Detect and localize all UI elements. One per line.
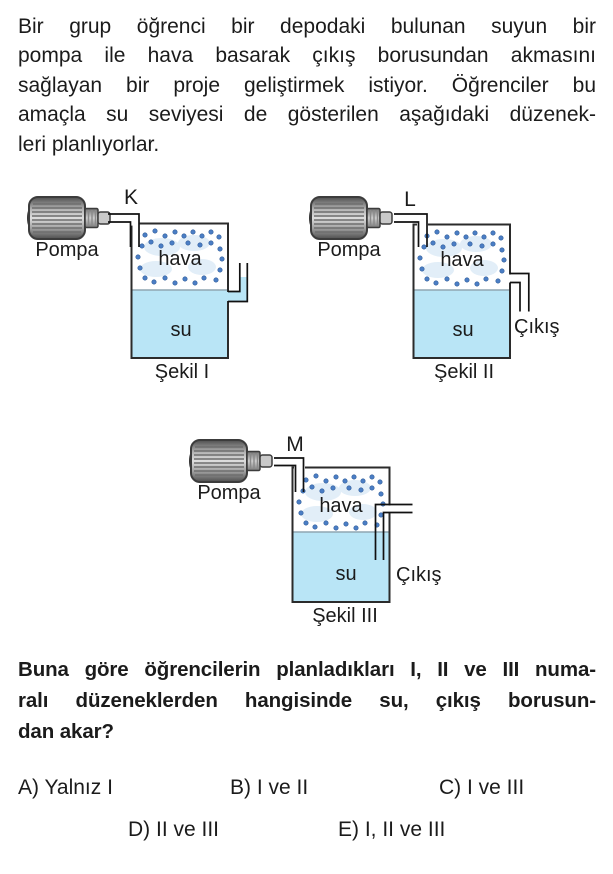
option-b: B) I ve II — [230, 776, 309, 799]
water-label: su — [335, 563, 357, 585]
pump-label: Pompa — [197, 482, 261, 504]
option-e: E) I, II ve III — [338, 818, 446, 841]
outlet-label: Çıkış — [514, 316, 560, 338]
intro-line: pompa ile hava basarak çıkış borusundan akmasını — [18, 44, 596, 68]
air-label: hava — [158, 248, 202, 270]
pump-icon — [190, 440, 273, 482]
option-d: D) II ve III — [128, 818, 220, 841]
valve-label: K — [123, 186, 139, 209]
air-label: hava — [440, 249, 484, 271]
figure-sekil-3 — [190, 433, 442, 627]
figure-caption: Şekil III — [312, 605, 378, 627]
figure-sekil-2 — [310, 188, 560, 383]
outlet-pipe-water — [228, 277, 247, 301]
question-line: ralı düzeneklerden hangisinde su, çıkış borusun- — [18, 689, 596, 712]
pump-label: Pompa — [35, 239, 99, 261]
question-line: Buna göre öğrencilerin planladıkları I, II ve III numa- — [18, 658, 596, 681]
question-line: dan akar? — [18, 720, 114, 743]
figure-sekil-1 — [28, 186, 248, 383]
intro-line: leri planlıyorlar. — [18, 132, 160, 156]
intro-line: Bir grup öğrenci bir depodaki bulunan suyun bir — [18, 15, 596, 38]
figure-caption: Şekil I — [154, 361, 210, 383]
valve-label: M — [286, 433, 304, 456]
water-label: su — [452, 319, 474, 341]
option-a: A) Yalnız I — [18, 776, 113, 799]
figure-caption: Şekil II — [433, 361, 495, 383]
option-c: C) I ve III — [439, 776, 525, 799]
pump-icon — [310, 197, 393, 239]
outlet-pipe — [510, 274, 529, 312]
water-label: su — [170, 319, 192, 341]
pump-label: Pompa — [317, 239, 381, 261]
question-text — [18, 654, 596, 747]
outlet-label: Çıkış — [396, 564, 442, 586]
air-label: hava — [319, 495, 363, 517]
pump-icon — [28, 197, 111, 239]
intro-line: sağlayan bir proje geliştirmek istiyor. Öğrenciler bu — [18, 73, 596, 97]
intro-line: amaçla su seviyesi de gösterilen aşağıdaki düzenek- — [18, 103, 596, 127]
valve-label: L — [404, 188, 416, 211]
